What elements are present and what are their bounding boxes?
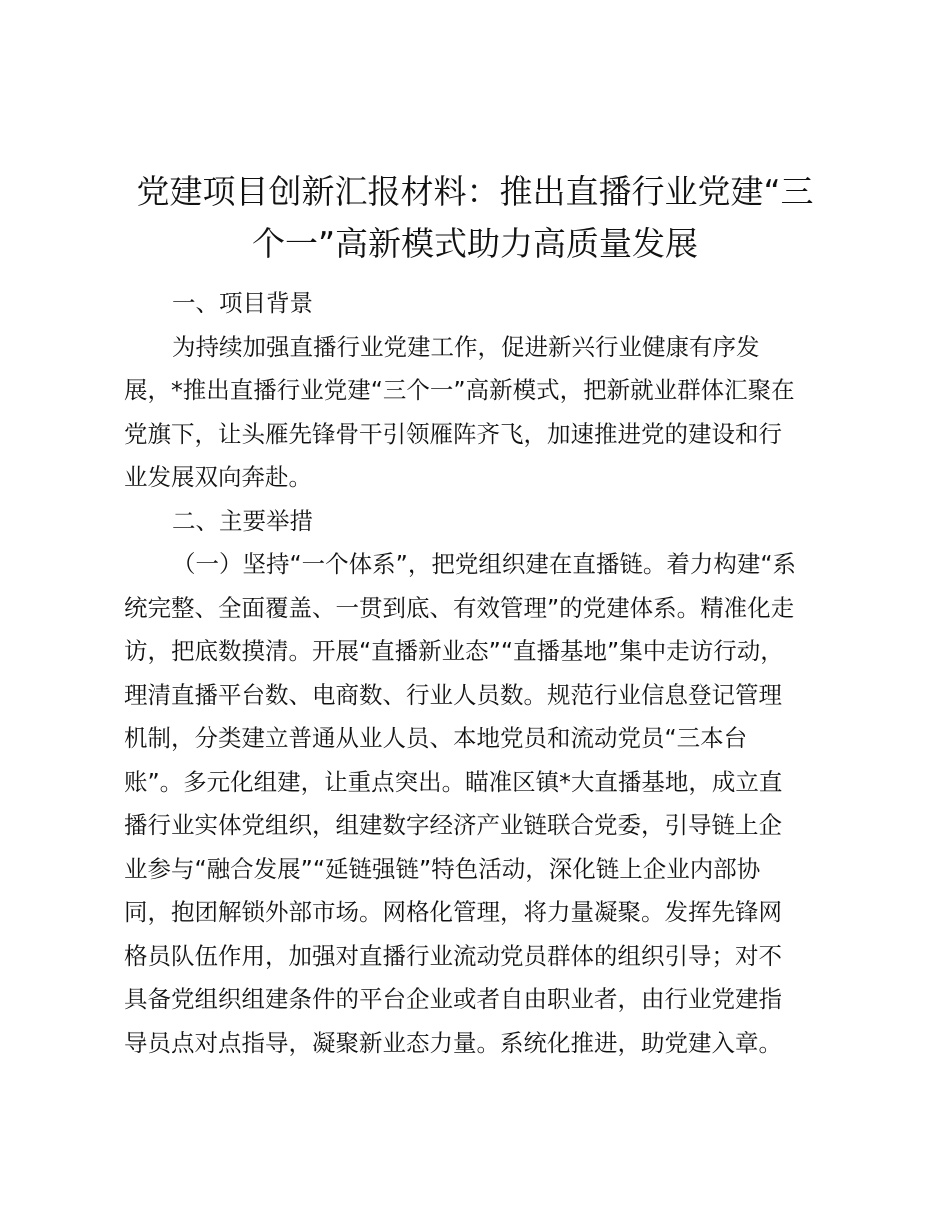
paragraph-line: 党旗下，让头雁先锋骨干引领雁阵齐飞，加速推进党的建设和行 [124, 419, 782, 448]
paragraph-line: 同，抱团解锁外部市场。网格化管理，将力量凝聚。发挥先锋网 [124, 898, 782, 926]
paragraph-line: 账”。多元化组建，让重点突出。瞄准区镇*大直播基地，成立直 [124, 767, 783, 796]
paragraph-line: （一）坚持“一个体系”，把党组织建在直播链。着力构建“系 [172, 550, 797, 578]
paragraph-line: 访，把底数摸清。开展“直播新业态”“直播基地”集中走访行动， [124, 637, 784, 665]
section-heading-background: 一、项目背景 [172, 289, 313, 317]
paragraph-line: 业参与“融合发展”“延链强链”特色活动，深化链上企业内部协 [124, 854, 761, 883]
title-line-2: 个一”高新模式助力高质量发展 [251, 224, 699, 263]
paragraph-line: 格员队伍作用，加强对直播行业流动党员群体的组织引导；对不 [124, 941, 782, 970]
section-heading-measures: 二、主要举措 [172, 506, 313, 535]
paragraph-line: 业发展双向奔赴。 [124, 463, 312, 491]
title-line-1: 党建项目创新汇报材料：推出直播行业党建“三 [136, 172, 814, 211]
paragraph-line: 展，*推出直播行业党建“三个一”高新模式，把新就业群体汇聚在 [124, 376, 795, 404]
paragraph-line: 具备党组织组建条件的平台企业或者自由职业者，由行业党建指 [124, 985, 782, 1013]
paragraph-line: 为持续加强直播行业党建工作，促进新兴行业健康有序发 [172, 332, 760, 361]
paragraph-line: 理清直播平台数、电商数、行业人员数。规范行业信息登记管理 [124, 680, 782, 709]
document-title [120, 166, 830, 270]
paragraph-line: 统完整、全面覆盖、一贯到底、有效管理”的党建体系。精准化走 [124, 593, 795, 622]
paragraph-line: 播行业实体党组织，组建数字经济产业链联合党委，引导链上企 [124, 811, 782, 839]
paragraph-line: 导员点对点指导，凝聚新业态力量。系统化推进，助党建入章。 [124, 1028, 782, 1057]
document-body [124, 282, 836, 1065]
paragraph-line: 机制，分类建立普通从业人员、本地党员和流动党员“三本台 [124, 724, 748, 752]
